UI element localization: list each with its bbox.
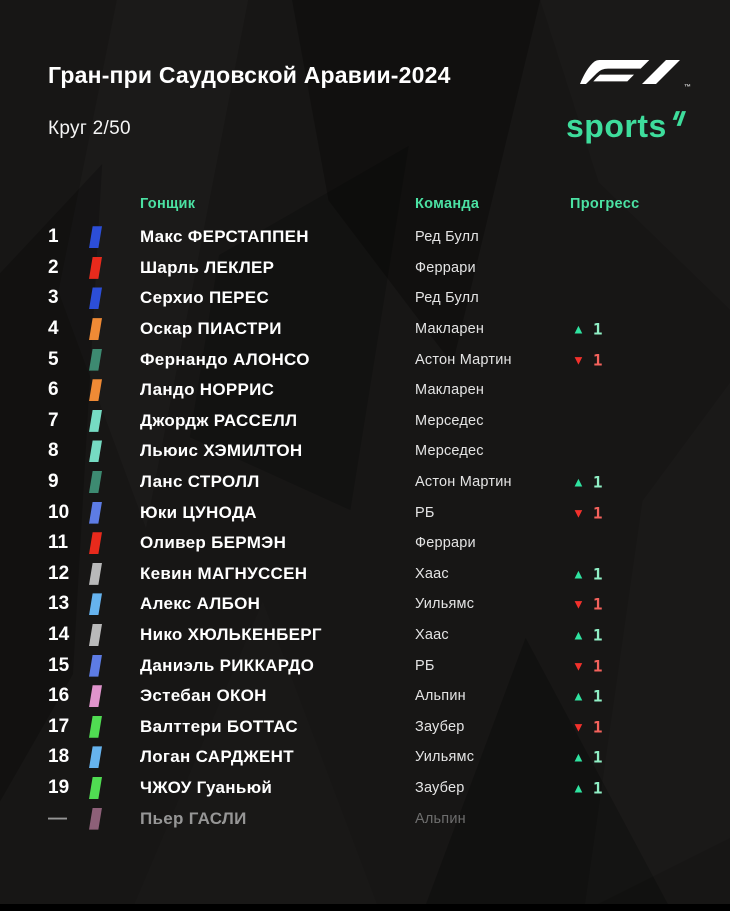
position-number: 8 <box>48 440 59 462</box>
progress-value: 1 <box>592 472 603 492</box>
table-row <box>0 467 730 498</box>
team-color-flag <box>89 777 102 799</box>
table-row <box>0 620 730 651</box>
f1-trademark: ™ <box>684 84 691 91</box>
position-number: 3 <box>48 287 59 309</box>
position-number: 5 <box>48 348 59 370</box>
progress-value: 1 <box>592 350 603 370</box>
table-row <box>0 712 730 743</box>
team-color-flag <box>89 746 102 768</box>
lap-counter: Круг 2/50 <box>48 118 131 139</box>
table-header <box>0 196 730 214</box>
position-number: 7 <box>48 409 59 431</box>
progress-arrow-icon: ▲ <box>572 321 585 337</box>
team-name: Уильямс <box>415 596 475 613</box>
team-name: Уильямс <box>415 749 475 766</box>
progress-value: 1 <box>592 625 603 645</box>
team-color-flag <box>89 808 102 830</box>
team-name: РБ <box>415 504 435 521</box>
progress-arrow-icon: ▼ <box>572 352 585 368</box>
driver-name: Кевин МАГНУССЕН <box>140 563 308 583</box>
team-color-flag <box>89 226 102 248</box>
team-color-flag <box>89 440 102 462</box>
table-row <box>0 803 730 834</box>
progress-value: 1 <box>592 686 603 706</box>
driver-name: Джордж РАССЕЛЛ <box>140 410 298 430</box>
driver-name: Серхио ПЕРЕС <box>140 288 270 308</box>
team-name: Хаас <box>415 565 449 582</box>
team-name: Заубер <box>415 718 465 735</box>
team-color-flag <box>89 502 102 524</box>
table-row <box>0 222 730 253</box>
progress-arrow-icon: ▼ <box>572 719 585 735</box>
driver-name: Валттери БОТТАС <box>140 716 298 736</box>
progress-value: 1 <box>592 564 603 584</box>
position-number: 6 <box>48 379 59 401</box>
driver-name: ЧЖОУ Гуаньюй <box>140 777 273 797</box>
progress-arrow-icon: ▲ <box>572 566 585 582</box>
progress-arrow-icon: ▲ <box>572 474 585 490</box>
progress-arrow-icon: ▼ <box>572 505 585 521</box>
team-color-flag <box>89 563 102 585</box>
position-number: 19 <box>48 776 70 798</box>
progress-indicator <box>572 564 603 583</box>
driver-name: Эстебан ОКОН <box>140 686 267 706</box>
position-number: 16 <box>48 685 70 707</box>
team-color-flag <box>89 716 102 738</box>
team-name: Альпин <box>415 810 466 827</box>
team-name: Ред Булл <box>415 290 479 307</box>
team-color-flag <box>89 379 102 401</box>
table-row <box>0 559 730 590</box>
team-name: Заубер <box>415 779 465 796</box>
table-row <box>0 650 730 681</box>
table-row <box>0 436 730 467</box>
team-color-flag <box>89 593 102 615</box>
position-number: 9 <box>48 471 59 493</box>
driver-name: Логан САРДЖЕНТ <box>140 747 294 767</box>
progress-indicator <box>572 717 603 736</box>
team-name: Макларен <box>415 382 485 399</box>
table-row <box>0 497 730 528</box>
sports-logo <box>566 110 686 142</box>
position-number: 4 <box>48 318 59 340</box>
table-row <box>0 528 730 559</box>
team-name: Альпин <box>415 688 466 705</box>
progress-arrow-icon: ▲ <box>572 749 585 765</box>
driver-name: Юки ЦУНОДА <box>140 502 257 522</box>
driver-name: Шарль ЛЕКЛЕР <box>140 257 275 277</box>
table-row <box>0 344 730 375</box>
team-color-flag <box>89 257 102 279</box>
team-name: Мерседес <box>415 412 484 429</box>
driver-name: Пьер ГАСЛИ <box>140 808 247 828</box>
driver-name: Макс ФЕРСТАППЕН <box>140 227 309 247</box>
position-number: 18 <box>48 746 70 768</box>
progress-arrow-icon: ▼ <box>572 658 585 674</box>
table-row <box>0 406 730 437</box>
column-header-driver: Гонщик <box>140 196 196 212</box>
progress-indicator <box>572 595 603 614</box>
standings-rows <box>0 222 730 834</box>
driver-name: Нико ХЮЛЬКЕНБЕРГ <box>140 625 322 645</box>
progress-arrow-icon: ▼ <box>572 596 585 612</box>
progress-value: 1 <box>592 717 603 737</box>
f1-logo-icon <box>580 57 680 87</box>
progress-indicator <box>572 503 603 522</box>
progress-indicator <box>572 473 603 492</box>
column-header-team: Команда <box>415 196 480 212</box>
team-name: Астон Мартин <box>415 351 512 368</box>
progress-arrow-icon: ▲ <box>572 627 585 643</box>
driver-name: Алекс АЛБОН <box>140 594 261 614</box>
progress-arrow-icon: ▲ <box>572 780 585 796</box>
team-name: Макларен <box>415 321 485 338</box>
team-name: РБ <box>415 657 435 674</box>
driver-name: Льюис ХЭМИЛТОН <box>140 441 303 461</box>
progress-indicator <box>572 656 603 675</box>
team-name: Мерседес <box>415 443 484 460</box>
driver-name: Ландо НОРРИС <box>140 380 275 400</box>
position-number: 15 <box>48 654 70 676</box>
driver-name: Оскар ПИАСТРИ <box>140 319 282 339</box>
table-row <box>0 283 730 314</box>
progress-indicator <box>572 350 603 369</box>
table-row <box>0 681 730 712</box>
team-color-flag <box>89 532 102 554</box>
position-number: 17 <box>48 715 70 737</box>
progress-indicator <box>572 687 603 706</box>
column-header-progress: Прогресс <box>570 196 640 212</box>
progress-indicator <box>572 778 603 797</box>
progress-value: 1 <box>592 747 603 767</box>
team-color-flag <box>89 287 102 309</box>
progress-value: 1 <box>592 503 603 523</box>
position-number: 14 <box>48 624 70 646</box>
progress-value: 1 <box>592 656 603 676</box>
progress-value: 1 <box>592 778 603 798</box>
team-color-flag <box>89 624 102 646</box>
bottom-bar <box>0 904 730 911</box>
table-row <box>0 773 730 804</box>
team-color-flag <box>89 318 102 340</box>
progress-value: 1 <box>592 594 603 614</box>
sports-wordmark: sports <box>566 108 667 144</box>
table-row <box>0 375 730 406</box>
position-number: 11 <box>48 532 69 554</box>
position-number: 10 <box>48 501 70 523</box>
progress-indicator <box>572 748 603 767</box>
team-color-flag <box>89 471 102 493</box>
table-row <box>0 589 730 620</box>
position-number: 1 <box>48 226 59 248</box>
team-color-flag <box>89 685 102 707</box>
position-number: 12 <box>48 562 70 584</box>
position-number: 2 <box>48 256 59 278</box>
progress-indicator <box>572 626 603 645</box>
team-name: Ред Булл <box>415 229 479 246</box>
page-title: Гран-при Саудовской Аравии-2024 <box>48 62 451 88</box>
driver-name: Даниэль РИККАРДО <box>140 655 315 675</box>
position-number: 13 <box>48 593 70 615</box>
progress-indicator <box>572 320 603 339</box>
team-name: Хаас <box>415 627 449 644</box>
team-name: Феррари <box>415 259 476 276</box>
table-row <box>0 742 730 773</box>
progress-value: 1 <box>592 319 603 339</box>
driver-name: Фернандо АЛОНСО <box>140 349 310 369</box>
table-row <box>0 253 730 284</box>
position-number: — <box>48 807 67 829</box>
team-name: Астон Мартин <box>415 474 512 491</box>
driver-name: Оливер БЕРМЭН <box>140 533 287 553</box>
team-color-flag <box>89 349 102 371</box>
team-color-flag <box>89 410 102 432</box>
team-color-flag <box>89 655 102 677</box>
team-name: Феррари <box>415 535 476 552</box>
table-row <box>0 314 730 345</box>
progress-arrow-icon: ▲ <box>572 688 585 704</box>
sports-flag-icon <box>670 111 686 126</box>
driver-name: Ланс СТРОЛЛ <box>140 472 260 492</box>
